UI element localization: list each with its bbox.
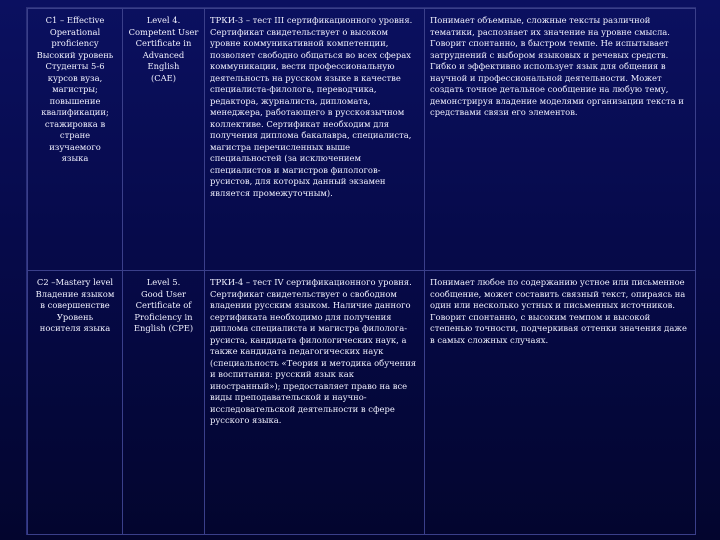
table-row xyxy=(28,271,696,535)
certificate-cell xyxy=(123,9,205,271)
table-row xyxy=(28,9,696,271)
certificate-text: Level 4. Competent User Certificate in Advanced English (CAE) xyxy=(128,15,199,83)
test-cell xyxy=(205,271,425,535)
level-cell xyxy=(28,9,123,271)
test-text: ТРКИ-4 – тест IV сертификационного уровня. Сертификат свидетельствует о свободном владении русским языком. Наличие данного сертификата необходимо для получения диплома специалиста и магистра филолога-русиста, кандидата филологических наук, а также кандидата педагогических наук (специальность «Теория и методика обучения и воспитания: русский язык как иностранный»); предоставляет право на все виды преподавательской и научно-исследовательской деятельности в сфере русского языка. xyxy=(210,277,417,425)
level-text: C1 – Effective Operational proficiency Высокий уровень Студенты 5-6 курсов вуза, магистры; повышение квалификации; стажировка в стране изучаемого языка xyxy=(36,15,114,163)
description-cell xyxy=(425,271,696,535)
test-cell xyxy=(205,9,425,271)
test-text: ТРКИ-3 – тест III сертификационного уровня. Сертификат свидетельствует о высоком уровне коммуникативной компетенции, позволяет свободно общаться во всех сферах коммуникации, вести профессиональную деятельность на русском языке в качестве специалиста-филолога, переводчика, редактора, журналиста, дипломата, менеджера, работающего в русскоязычном коллективе. Сертификат необходим для получения диплома бакалавра, специалиста, магистра перечисленных выше специальностей (за исключением специалистов и магистров филологов-русистов, для которых данный экзамен является промежуточным). xyxy=(210,15,413,198)
description-cell xyxy=(425,9,696,271)
level-text: C2 –Mastery level Владение языком в совершенстве Уровень носителя языка xyxy=(35,277,115,333)
certificate-cell xyxy=(123,271,205,535)
level-cell xyxy=(28,271,123,535)
description-text: Понимает объемные, сложные тексты различной тематики, распознает их значение на уровне смысла. Говорит спонтанно, в быстром темпе. Не испытывает затруднений с выбором языковых и речевых средств. Гибко и эффективно использует язык для общения в научной и профессиональной деятельности. Может создать точное детальное сообщение на любую тему, демонстрируя владение моделями организации текста и средствами связи его элементов. xyxy=(430,15,684,117)
slide-page xyxy=(26,7,696,535)
description-text: Понимает любое по содержанию устное или письменное сообщение, может составить связный текст, опираясь на один или несколько устных и письменных источников. Говорит спонтанно, с высоким темпом и высокой степенью точности, подчеркивая оттенки значения даже в самых сложных случаях. xyxy=(430,277,687,345)
certificate-text: Level 5. Good User Certificate of Proficiency in English (CPE) xyxy=(133,277,194,333)
proficiency-levels-table xyxy=(27,8,696,535)
